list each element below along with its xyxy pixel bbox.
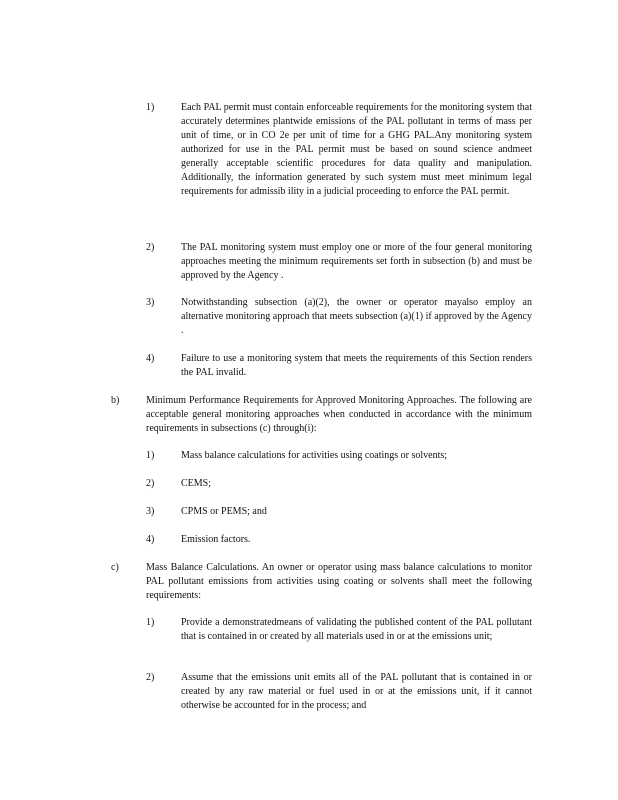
item-marker: 2) (146, 242, 155, 253)
section-heading-text: Minimum Performance Requirements for Approved Monitoring Approaches. The following are acceptable general monitoring approaches when conducted in accordance with the minimum requirements in subsections (c) through(i): (146, 395, 532, 434)
item-text: Notwithstanding subsection (a)(2), the owner or operator mayalso employ an alternative monitoring approach that meets subsection (a)(1) if approved by the Agency . (181, 297, 532, 336)
item-marker: 1) (146, 617, 155, 628)
item-marker: 4) (146, 534, 155, 545)
item-marker: 4) (146, 353, 155, 364)
item-marker: 2) (146, 478, 155, 489)
item-marker: 3) (146, 506, 155, 517)
item-text: Emission factors. (181, 534, 251, 545)
item-text: Each PAL permit must contain enforceable requirements for the monitoring system that accurately determines plantwide emissions of the PAL pollutant in terms of mass per unit of time, or in CO 2e per unit of time for a GHG PAL.Any monitoring system authorized for use in the PAL permit must be based on sound science andmeet generally acceptable scientific procedures for data quality and manipulation. Additionally, the information generated by such system must meet minimum legal requirements for admissib ility in a judicial proceeding to enforce the PAL permit. (181, 102, 532, 197)
item-text: Provide a demonstratedmeans of validating the published content of the PAL pollutant that is contained in or created by all materials used in or at the emissions unit; (181, 617, 532, 642)
item-marker: 2) (146, 672, 155, 683)
item-text: CEMS; (181, 478, 212, 489)
item-text: The PAL monitoring system must employ one or more of the four general monitoring approaches meeting the minimum requirements set forth in subsection (b) and must be approved by the Agency . (181, 242, 532, 281)
item-text: CPMS or PEMS; and (181, 506, 267, 517)
section-marker: b) (111, 395, 120, 406)
item-text: Assume that the emissions unit emits all of the PAL pollutant that is contained in or created by any raw material or fuel used in or at the emissions unit, if it cannot otherwise be accounted for in the process; and (181, 672, 532, 711)
item-marker: 3) (146, 297, 155, 308)
section-heading-text: Mass Balance Calculations. An owner or operator using mass balance calculations to monitor PAL pollutant emissions from activities using coating or solvents shall meet the following requirements: (146, 562, 532, 601)
section-marker: c) (111, 562, 119, 573)
item-marker: 1) (146, 102, 155, 113)
item-text: Failure to use a monitoring system that meets the requirements of this Section renders the PAL invalid. (181, 353, 532, 378)
item-text: Mass balance calculations for activities using coatings or solvents; (181, 450, 448, 461)
item-marker: 1) (146, 450, 155, 461)
